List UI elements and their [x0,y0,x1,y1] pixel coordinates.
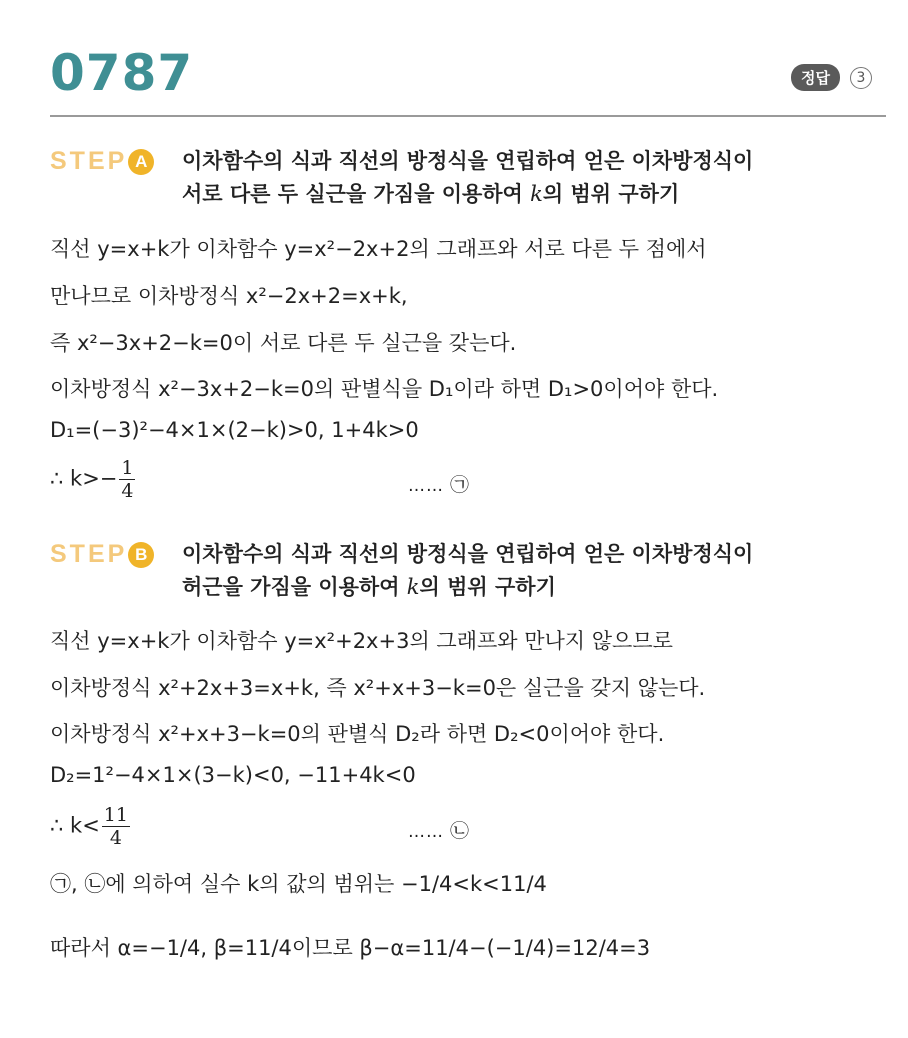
header-divider [50,115,886,117]
step-a-heading [50,145,753,211]
step-b-marker: …… ㉡ [408,820,471,842]
step-b-line-1: 직선 y=x+k가 이차함수 y=x²+2x+3의 그래프와 만나지 않으므로 [50,629,673,653]
conclusion-line-1: ㉠, ㉡에 의하여 실수 k의 값의 범위는 −1/4<k<11/4 [50,872,547,896]
step-b-line-4: D₂=1²−4×1×(3−k)<0, −11+4k<0 [50,763,416,787]
step-a-line-4: 이차방정식 x²−3x+2−k=0의 판별식을 D₁이라 하면 D₁>0이어야 한다. [50,377,719,401]
step-b-line-5: ∴ k< $\frac{11}{4}$ [50,804,128,849]
step-b-line-3: 이차방정식 x²+x+3−k=0의 판별식 D₂라 하면 D₂<0이어야 한다. [50,722,665,746]
step-b-title-line2: 허근을 가짐을 이용하여 k의 범위 구하기 [182,575,556,599]
step-a-title-line2: 서로 다른 두 실근을 가짐을 이용하여 k의 범위 구하기 [182,182,680,206]
step-b-line-2: 이차방정식 x²+2x+3=x+k, 즉 x²+x+3−k=0은 실근을 갖지 않는다. [50,676,706,700]
step-a-line-5: D₁=(−3)²−4×1×(2−k)>0, 1+4k>0 [50,418,419,442]
step-a-word: STEP [50,147,128,175]
answer-badge: 정답 [791,64,840,91]
step-a-title-line1: 이차함수의 식과 직선의 방정식을 연립하여 얻은 이차방정식이 [182,149,754,173]
answer-choice: 3 [850,67,872,89]
step-a-letter-icon: A [128,149,154,175]
answer-area [791,64,872,91]
step-a-line-1: 직선 y=x+k가 이차함수 y=x²−2x+2의 그래프와 서로 다른 두 점에서 [50,237,707,261]
mark-a: ㉠ [450,474,471,496]
step-b-word: STEP [50,540,128,568]
step-b-heading [50,538,753,604]
mark-b: ㉡ [450,820,471,842]
problem-number: 0787 [50,44,194,102]
step-a-line-6: ∴ k>− $\frac{1}{4}$ [50,457,134,502]
conclusion-line-2: 따라서 α=−1/4, β=11/4이므로 β−α=11/4−(−1/4)=12/4=3 [50,936,651,960]
step-b-label [50,538,182,604]
fraction: $\frac{1}{4}$ [121,457,134,502]
step-b-title-line1: 이차함수의 식과 직선의 방정식을 연립하여 얻은 이차방정식이 [182,542,754,566]
step-a-line-2: 만나므로 이차방정식 x²−2x+2=x+k, [50,284,408,308]
step-a-title [182,145,753,211]
step-a-marker: …… ㉠ [408,474,471,496]
step-a-line-3: 즉 x²−3x+2−k=0이 서로 다른 두 실근을 갖는다. [50,331,517,355]
step-b-title [182,538,753,604]
fraction: $\frac{11}{4}$ [103,804,128,849]
step-a-label [50,145,182,211]
step-b-letter-icon: B [128,542,154,568]
